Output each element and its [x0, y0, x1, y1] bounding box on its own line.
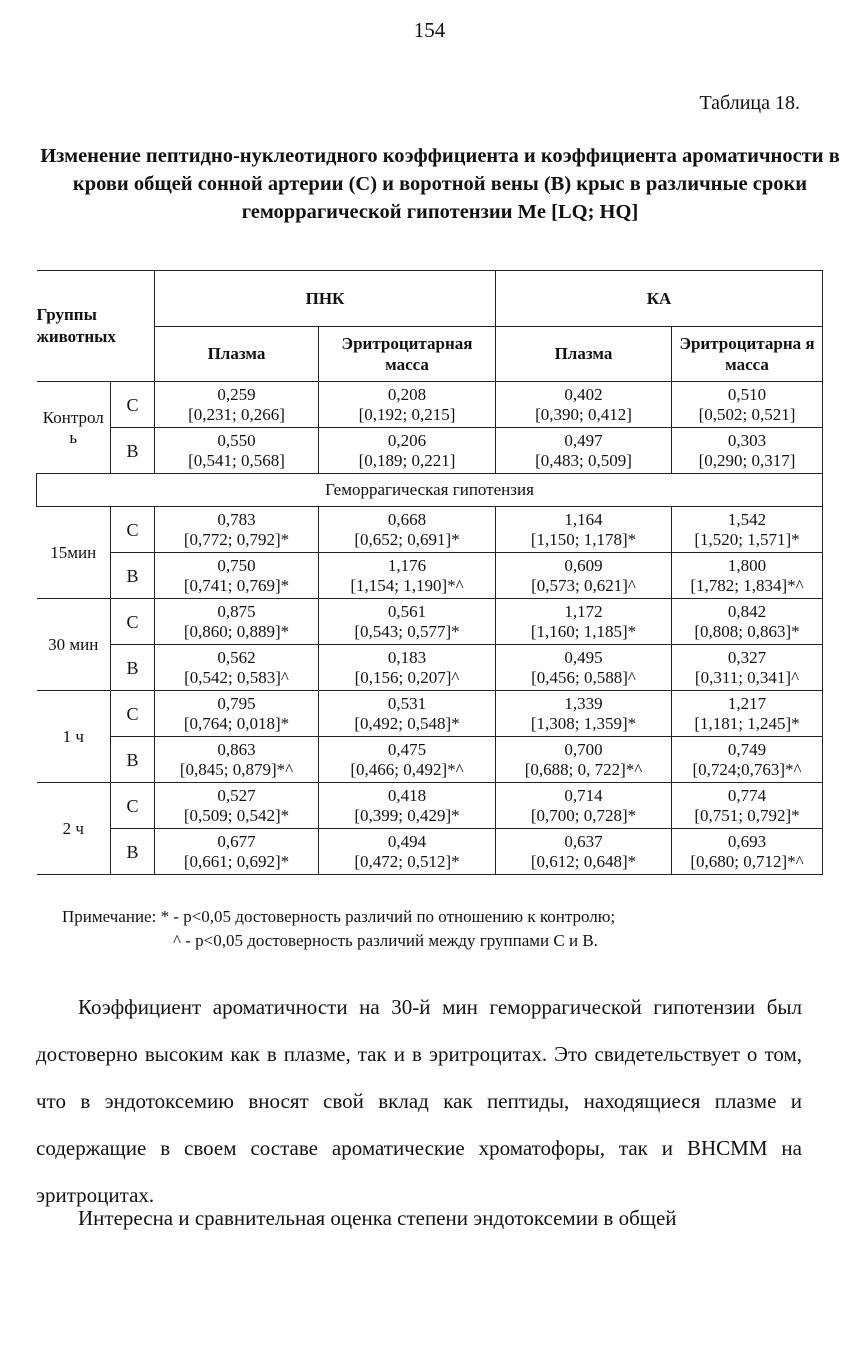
paragraph-1-text: Коэффициент ароматичности на 30-й мин геморрагической гипотензии был достоверно высоким как в плазме, так и в эритроцитах. Это свидетельствует о том, что в эндотоксемию вносят свой вклад как пептиды, находящиеся плазме и содержащие в своем составе ароматические хроматофоры, так и ВНСММ на эритроцитах. [36, 995, 802, 1207]
vessel-label: В [111, 428, 155, 474]
table-label: Таблица 18. [699, 92, 800, 114]
median-value: 1,542 [727, 509, 767, 529]
value-cell [155, 829, 319, 875]
value-cell [155, 783, 319, 829]
value-cell [672, 553, 823, 599]
median-value: 0,750 [217, 555, 256, 575]
quartile-range: [0,764; 0,018]* [183, 713, 290, 733]
ka-header: КА [496, 271, 823, 327]
table-title: Изменение пептидно-нуклеотидного коэффициента и коэффициента ароматичности в крови общей сонной артерии (С) и воротной вены (В) крыс в различные сроки геморрагической гипотензии Me [LQ; HQ] [40, 145, 840, 223]
vessel-label: С [111, 507, 155, 553]
group-header: Группы животных [37, 271, 155, 382]
table-row [37, 507, 823, 553]
quartile-range: [0,661; 0,692]* [183, 851, 290, 871]
quartile-range: [0,741; 0,769]* [183, 575, 290, 595]
value-cell [155, 382, 319, 428]
quartile-range: [0,509; 0,542]* [183, 805, 290, 825]
median-value: 0,510 [727, 384, 767, 404]
median-value: 0,418 [387, 785, 427, 805]
value-cell [496, 382, 672, 428]
value-cell [496, 691, 672, 737]
quartile-range: [0,502; 0,521] [698, 404, 796, 424]
quartile-range: [0,541; 0,568] [188, 450, 285, 470]
median-value: 0,327 [727, 647, 767, 667]
note-line-1: Примечание: * - p<0,05 достоверность различий по отношению к контролю; [62, 907, 616, 926]
group-name: Контрол ь [37, 382, 111, 474]
value-cell [672, 645, 823, 691]
quartile-range: [0,466; 0,492]*^ [350, 759, 464, 779]
value-cell [672, 507, 823, 553]
table-row [37, 691, 823, 737]
value-cell [319, 382, 496, 428]
vessel-label: В [111, 553, 155, 599]
median-value: 1,339 [564, 693, 603, 713]
median-value: 1,176 [387, 555, 427, 575]
quartile-range: [0,700; 0,728]* [530, 805, 637, 825]
quartile-range: [0,472; 0,512]* [354, 851, 460, 871]
quartile-range: [0,573; 0,621]^ [531, 575, 636, 595]
group-name: 1 ч [37, 691, 111, 783]
median-value: 0,402 [564, 384, 603, 404]
vessel-label: В [111, 645, 155, 691]
quartile-range: [0,860; 0,889]* [183, 621, 290, 641]
median-value: 0,795 [217, 693, 256, 713]
ka-erythro-header: Эритроцитарна я масса [672, 327, 823, 382]
median-value: 0,677 [217, 831, 256, 851]
quartile-range: [0,156; 0,207]^ [354, 667, 460, 687]
quartile-range: [0,808; 0,863]* [694, 621, 800, 641]
value-cell [155, 691, 319, 737]
median-value: 1,172 [564, 601, 603, 621]
median-value: 0,561 [387, 601, 427, 621]
quartile-range: [0,399; 0,429]* [354, 805, 460, 825]
value-cell [496, 783, 672, 829]
table-row [37, 382, 823, 428]
quartile-range: [1,308; 1,359]* [530, 713, 637, 733]
median-value: 0,303 [727, 430, 767, 450]
data-table [36, 270, 823, 875]
value-cell [319, 829, 496, 875]
pnk-plasma-header: Плазма [155, 327, 319, 382]
value-cell [496, 553, 672, 599]
median-value: 0,550 [217, 430, 256, 450]
value-cell [672, 382, 823, 428]
median-value: 0,668 [387, 509, 427, 529]
median-value: 1,164 [564, 509, 603, 529]
median-value: 0,863 [217, 739, 256, 759]
median-value: 0,475 [387, 739, 427, 759]
value-cell [672, 428, 823, 474]
value-cell [496, 599, 672, 645]
value-cell [496, 645, 672, 691]
median-value: 0,183 [387, 647, 427, 667]
paragraph-2-text: Интересна и сравнительная оценка степени эндотоксемии в общей [78, 1206, 677, 1230]
quartile-range: [1,160; 1,185]* [530, 621, 637, 641]
quartile-range: [0,192; 0,215] [358, 404, 456, 424]
median-value: 1,800 [727, 555, 767, 575]
quartile-range: [0,612; 0,648]* [530, 851, 637, 871]
quartile-range: [0,845; 0,879]*^ [179, 759, 294, 779]
vessel-label: С [111, 382, 155, 428]
median-value: 0,774 [727, 785, 767, 805]
group-name: 30 мин [37, 599, 111, 691]
median-value: 0,637 [564, 831, 603, 851]
value-cell [319, 553, 496, 599]
pnk-header: ПНК [155, 271, 496, 327]
paragraph-1 [36, 984, 802, 1219]
table-row [37, 553, 823, 599]
table-row [37, 645, 823, 691]
median-value: 0,531 [387, 693, 427, 713]
quartile-range: [0,772; 0,792]* [183, 529, 290, 549]
quartile-range: [0,652; 0,691]* [354, 529, 460, 549]
value-cell [319, 737, 496, 783]
table-row [37, 783, 823, 829]
value-cell [496, 737, 672, 783]
value-cell [155, 599, 319, 645]
median-value: 0,842 [727, 601, 767, 621]
quartile-range: [0,390; 0,412] [535, 404, 632, 424]
value-cell [672, 829, 823, 875]
table-note [62, 905, 615, 953]
quartile-range: [0,542; 0,583]^ [184, 667, 289, 687]
value-cell [672, 737, 823, 783]
median-value: 0,609 [564, 555, 603, 575]
median-value: 0,495 [564, 647, 603, 667]
quartile-range: [1,154; 1,190]*^ [350, 575, 464, 595]
value-cell [319, 428, 496, 474]
value-cell [155, 737, 319, 783]
value-cell [319, 507, 496, 553]
quartile-range: [0,231; 0,266] [188, 404, 285, 424]
median-value: 0,700 [564, 739, 603, 759]
median-value: 0,527 [217, 785, 256, 805]
value-cell [496, 829, 672, 875]
table-row [37, 599, 823, 645]
table-row [37, 428, 823, 474]
value-cell [496, 428, 672, 474]
group-name: 15мин [37, 507, 111, 599]
median-value: 1,217 [727, 693, 767, 713]
table-row [37, 829, 823, 875]
section-title: Геморрагическая гипотензия [37, 474, 823, 507]
value-cell [319, 599, 496, 645]
paragraph-2 [36, 1195, 802, 1242]
quartile-range: [1,782; 1,834]*^ [690, 575, 804, 595]
median-value: 0,208 [387, 384, 427, 404]
median-value: 0,562 [217, 647, 256, 667]
value-cell [155, 428, 319, 474]
value-cell [319, 691, 496, 737]
vessel-label: В [111, 829, 155, 875]
value-cell [155, 553, 319, 599]
median-value: 0,497 [564, 430, 603, 450]
value-cell [155, 507, 319, 553]
value-cell [319, 783, 496, 829]
pnk-erythro-header: Эритроцитарная масса [319, 327, 496, 382]
page-number: 154 [413, 18, 446, 42]
section-row [37, 474, 823, 507]
group-name: 2 ч [37, 783, 111, 875]
quartile-range: [1,150; 1,178]* [530, 529, 637, 549]
note-line-2: ^ - p<0,05 достоверность различий между группами С и В. [173, 931, 598, 950]
ka-plasma-header: Плазма [496, 327, 672, 382]
median-value: 0,749 [727, 739, 767, 759]
quartile-range: [1,520; 1,571]* [694, 529, 800, 549]
vessel-label: В [111, 737, 155, 783]
median-value: 0,783 [217, 509, 256, 529]
quartile-range: [0,492; 0,548]* [354, 713, 460, 733]
quartile-range: [0,680; 0,712]*^ [690, 851, 804, 871]
table-row [37, 737, 823, 783]
vessel-label: С [111, 599, 155, 645]
quartile-range: [0,290; 0,317] [698, 450, 796, 470]
quartile-range: [0,688; 0, 722]*^ [524, 759, 643, 779]
value-cell [672, 691, 823, 737]
median-value: 0,206 [387, 430, 427, 450]
vessel-label: С [111, 691, 155, 737]
quartile-range: [0,483; 0,509] [535, 450, 632, 470]
median-value: 0,259 [217, 384, 256, 404]
quartile-range: [0,543; 0,577]* [354, 621, 460, 641]
value-cell [496, 507, 672, 553]
value-cell [319, 645, 496, 691]
median-value: 0,875 [217, 601, 256, 621]
median-value: 0,494 [387, 831, 427, 851]
median-value: 0,714 [564, 785, 603, 805]
quartile-range: [0,189; 0,221] [358, 450, 456, 470]
quartile-range: [1,181; 1,245]* [694, 713, 800, 733]
value-cell [672, 783, 823, 829]
value-cell [672, 599, 823, 645]
quartile-range: [0,456; 0,588]^ [531, 667, 636, 687]
vessel-label: С [111, 783, 155, 829]
quartile-range: [0,724;0,763]*^ [692, 759, 802, 779]
value-cell [155, 645, 319, 691]
quartile-range: [0,311; 0,341]^ [694, 667, 800, 687]
median-value: 0,693 [727, 831, 767, 851]
quartile-range: [0,751; 0,792]* [694, 805, 800, 825]
